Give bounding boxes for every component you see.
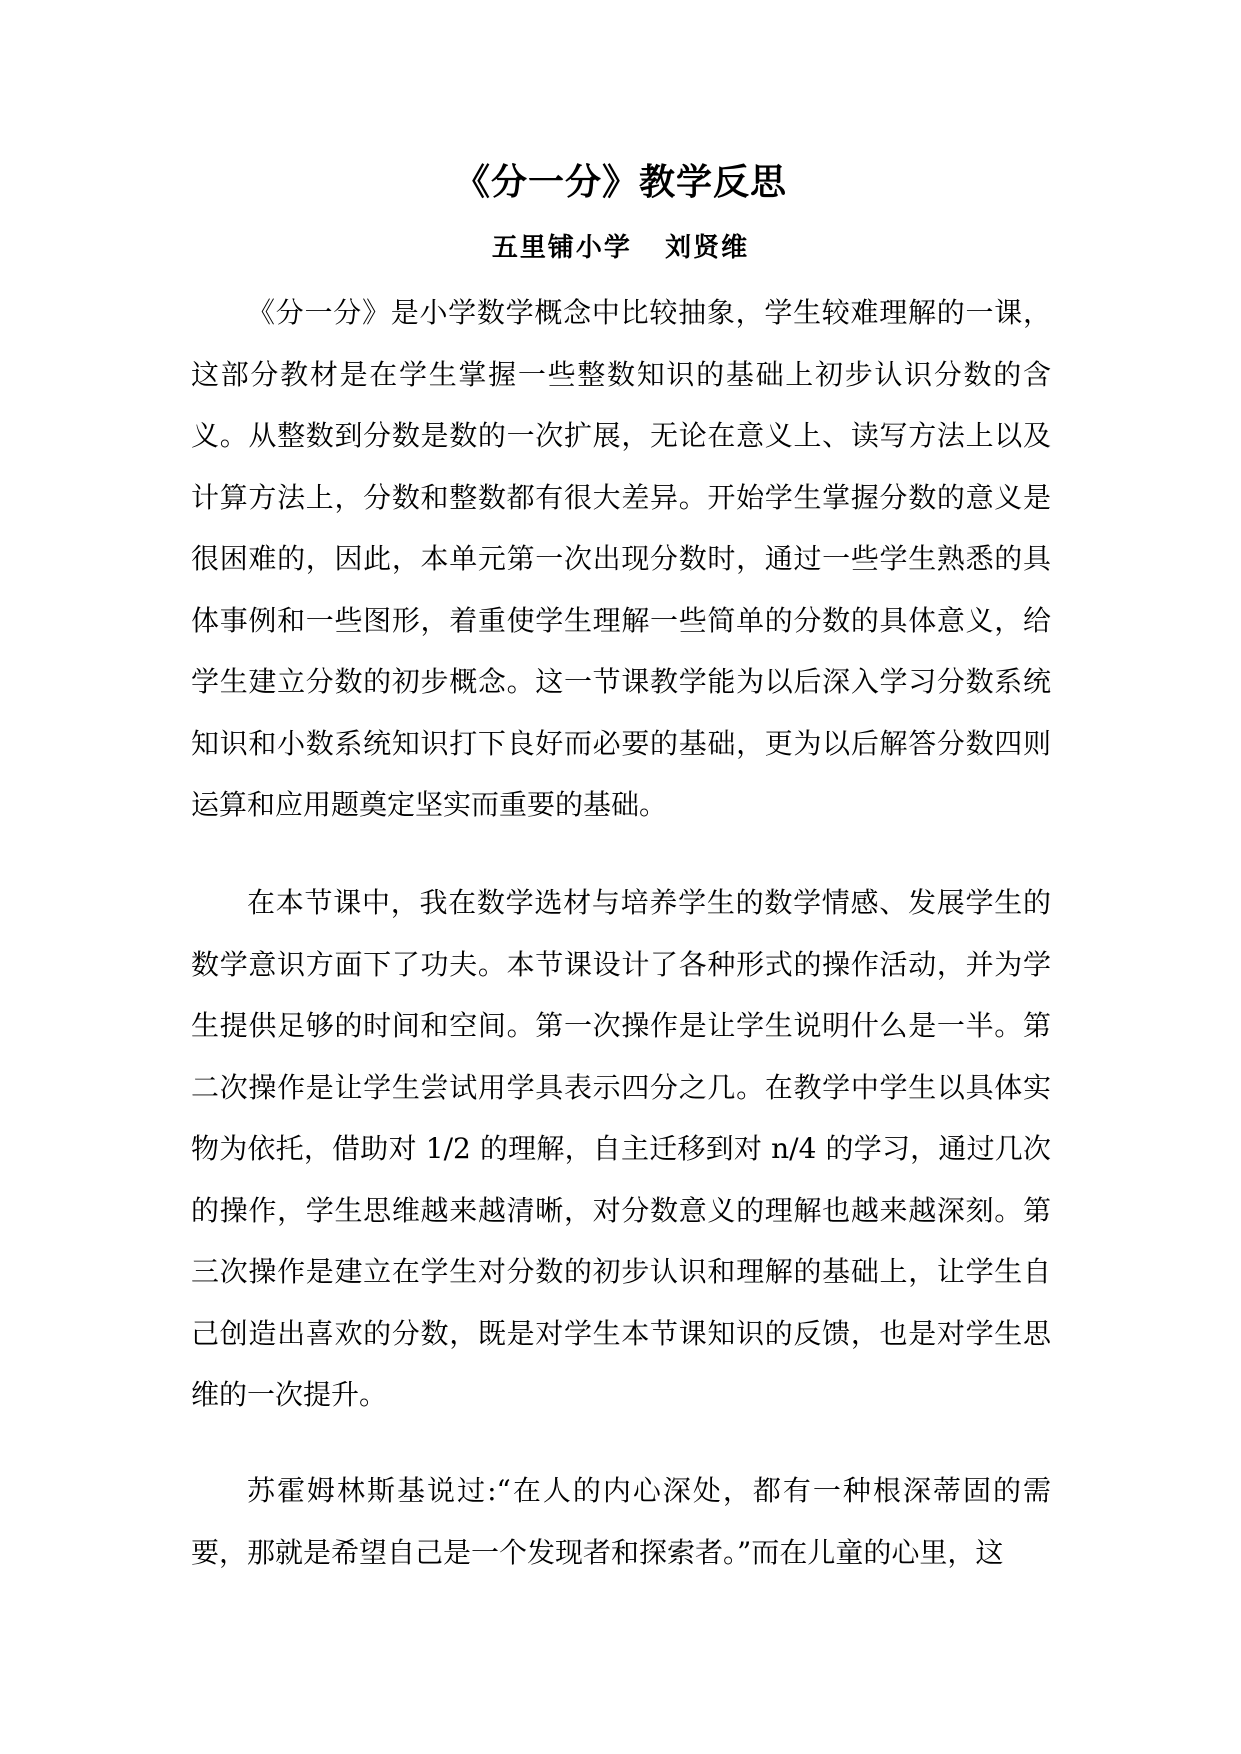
document-title: 《分一分》教学反思	[453, 161, 787, 203]
author-line: 五里铺小学 刘贤维	[491, 233, 750, 263]
paragraph-3: 苏霍姆林斯基说过:“在人的内心深处，都有一种根深蒂固的需要，那就是希望自己是一个发现者和探索者。”而在儿童的心里，这	[191, 1474, 1051, 1569]
paragraph-1: 《分一分》是小学数学概念中比较抽象，学生较难理解的一课，这部分教材是在学生掌握一些整数知识的基础上初步认识分数的含义。从整数到分数是数的一次扩展，无论在意义上、读写方法上以及计算方法上，分数和整数都有很大差异。开始学生掌握分数的意义是很困难的，因此，本单元第一次出现分数时，通过一些学生熟悉的具体事例和一些图形，着重使学生理解一些简单的分数的具体意义，给学生建立分数的初步概念。这一节课教学能为以后深入学习分数系统知识和小数系统知识打下良好而必要的基础，更为以后解答分数四则运算和应用题奠定坚实而重要的基础。	[191, 296, 1051, 821]
paragraph-2: 在本节课中，我在数学选材与培养学生的数学情感、发展学生的数学意识方面下了功夫。本节课设计了各种形式的操作活动，并为学生提供足够的时间和空间。第一次操作是让学生说明什么是一半。第二次操作是让学生尝试用学具表示四分之几。在教学中学生以具体实物为依托，借助对 1/2 的理解，自主迁移到对 n/4 的学习，通过几次的操作，学生思维越来越清晰，对分数意义的理解也越来越深刻。第三次操作是建立在学生对分数的初步认识和理解的基础上，让学生自己创造出喜欢的分数，既是对学生本节课知识的反馈，也是对学生思维的一次提升。	[191, 886, 1051, 1411]
